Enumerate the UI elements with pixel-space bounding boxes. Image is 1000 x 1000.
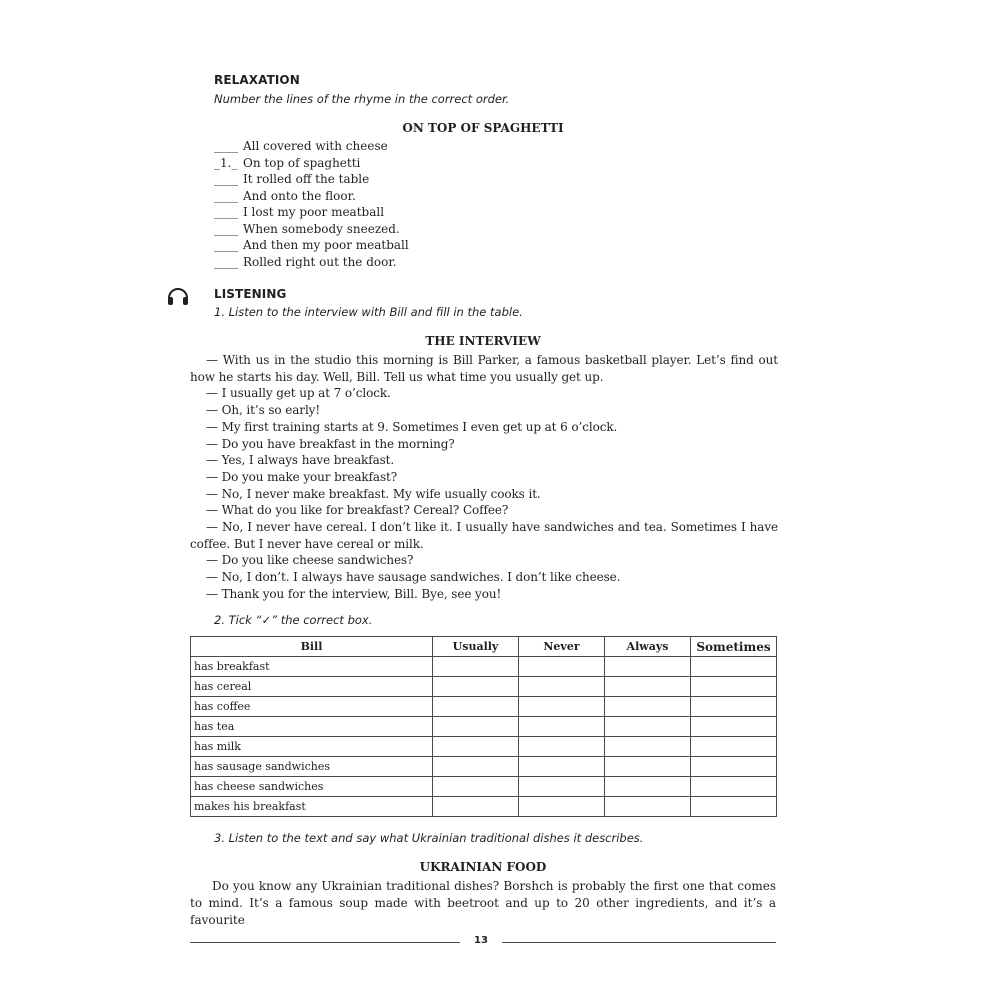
row-label: has sausage sandwiches: [191, 757, 433, 777]
dialogue-line: — Oh, it’s so early!: [206, 403, 321, 418]
column-header-bill: Bill: [191, 637, 433, 657]
table-row: [191, 797, 777, 817]
footer-rule-left: [190, 942, 460, 943]
table-row: [191, 777, 777, 797]
page-number: 13: [474, 935, 488, 946]
rhyme-line: [214, 155, 409, 172]
column-header-sometimes: Sometimes: [691, 637, 777, 657]
rhyme-line: [214, 188, 409, 205]
row-label: has coffee: [191, 697, 433, 717]
dialogue-line: — Yes, I always have breakfast.: [206, 453, 395, 468]
table-row: [191, 757, 777, 777]
rhyme-line: [214, 171, 409, 188]
tick-cell[interactable]: [433, 677, 519, 697]
tick-cell[interactable]: [433, 717, 519, 737]
column-header-never: Never: [519, 637, 605, 657]
row-label: has cereal: [191, 677, 433, 697]
tick-cell[interactable]: [691, 697, 777, 717]
tick-cell[interactable]: [519, 697, 605, 717]
row-label: has cheese sandwiches: [191, 777, 433, 797]
tick-cell[interactable]: [519, 777, 605, 797]
tick-table: [190, 636, 777, 817]
rhyme-line: [214, 254, 409, 271]
rhyme-line: [214, 221, 409, 238]
relaxation-instruction: Number the lines of the rhyme in the correct order.: [214, 92, 510, 106]
tick-cell[interactable]: [433, 777, 519, 797]
rhyme-line-number[interactable]: ____: [214, 221, 238, 236]
row-label: has milk: [191, 737, 433, 757]
tick-cell[interactable]: [605, 677, 691, 697]
tick-cell[interactable]: [605, 777, 691, 797]
dialogue-line: — No, I never make breakfast. My wife usually cooks it.: [206, 486, 541, 501]
interview-text: [190, 352, 778, 603]
tick-cell[interactable]: [605, 657, 691, 677]
dialogue-line: — No, I never have cereal. I don’t like it. I usually have sandwiches and tea. Sometimes I have coffee. But I never have cereal or milk.: [190, 520, 778, 551]
column-header-usually: Usually: [433, 637, 519, 657]
rhyme-line-text: I lost my poor meatball: [243, 205, 385, 219]
dialogue-line: — Do you make your breakfast?: [206, 469, 398, 484]
row-label: has breakfast: [191, 657, 433, 677]
table-header-row: [191, 637, 777, 657]
food-title: UKRAINIAN FOOD: [419, 860, 547, 874]
relaxation-heading: RELAXATION: [214, 73, 300, 87]
tick-cell[interactable]: [519, 757, 605, 777]
interview-title: THE INTERVIEW: [425, 334, 541, 348]
tick-cell[interactable]: [433, 737, 519, 757]
rhyme-line-number[interactable]: ____: [214, 254, 238, 269]
tick-cell[interactable]: [691, 677, 777, 697]
tick-cell[interactable]: [519, 657, 605, 677]
tick-cell[interactable]: [691, 797, 777, 817]
rhyme-line: [214, 237, 409, 254]
footer-rule-right: [502, 942, 776, 943]
dialogue-line: — What do you like for breakfast? Cereal? Coffee?: [206, 503, 509, 518]
tick-cell[interactable]: [605, 797, 691, 817]
tick-cell[interactable]: [519, 717, 605, 737]
tick-cell[interactable]: [433, 757, 519, 777]
tick-cell[interactable]: [519, 737, 605, 757]
rhyme-line: [214, 138, 409, 155]
table-row: [191, 697, 777, 717]
row-label: makes his breakfast: [191, 797, 433, 817]
tick-cell[interactable]: [433, 797, 519, 817]
rhyme-line-text: It rolled off the table: [243, 172, 370, 186]
tick-cell[interactable]: [605, 697, 691, 717]
rhyme-line-number[interactable]: ____: [214, 172, 238, 186]
dialogue-line: — I usually get up at 7 o’clock.: [206, 386, 391, 401]
dialogue-line: — With us in the studio this morning is Bill Parker, a famous basketball player. Let’s find out how he starts his day. Well, Bill. Tell us what time you usually get up.: [190, 353, 778, 384]
tick-cell[interactable]: [519, 797, 605, 817]
listening-instruction-1: 1. Listen to the interview with Bill and fill in the table.: [214, 305, 523, 319]
headphones-icon: [165, 283, 191, 313]
tick-cell[interactable]: [433, 657, 519, 677]
tick-cell[interactable]: [691, 737, 777, 757]
tick-cell[interactable]: [433, 697, 519, 717]
tick-cell[interactable]: [691, 657, 777, 677]
listening-heading: LISTENING: [214, 287, 287, 301]
row-label: has tea: [191, 717, 433, 737]
listening-instruction-3: 3. Listen to the text and say what Ukrainian traditional dishes it describes.: [214, 831, 644, 845]
rhyme-line-text: Rolled right out the door.: [243, 254, 397, 269]
rhyme-line: [214, 204, 409, 221]
rhyme-title: ON TOP OF SPAGHETTI: [402, 121, 564, 135]
rhyme-line-number[interactable]: ____: [214, 238, 238, 252]
food-paragraph: Do you know any Ukrainian traditional dishes? Borshch is probably the first one that comes to mind. It’s a famous soup made with beetroot and up to 20 other ingredients, and it’s a favourite: [190, 879, 776, 927]
tick-cell[interactable]: [605, 757, 691, 777]
tick-cell[interactable]: [691, 717, 777, 737]
dialogue-line: — No, I don’t. I always have sausage sandwiches. I don’t like cheese.: [206, 570, 621, 585]
table-row: [191, 737, 777, 757]
tick-cell[interactable]: [691, 777, 777, 797]
rhyme-line-text: And then my poor meatball: [243, 238, 409, 252]
table-row: [191, 677, 777, 697]
rhyme-line-number[interactable]: _1._: [214, 155, 238, 170]
listening-instruction-2: 2. Tick “✓” the correct box.: [214, 613, 373, 627]
rhyme-lines: [214, 138, 409, 270]
rhyme-line-text: When somebody sneezed.: [243, 221, 400, 236]
tick-cell[interactable]: [605, 717, 691, 737]
dialogue-line: — Do you have breakfast in the morning?: [206, 436, 455, 451]
dialogue-line: — Do you like cheese sandwiches?: [206, 553, 414, 568]
column-header-always: Always: [605, 637, 691, 657]
rhyme-line-text: All covered with cheese: [243, 139, 388, 153]
rhyme-line-text: And onto the floor.: [243, 188, 356, 203]
rhyme-line-number[interactable]: ____: [214, 139, 238, 153]
rhyme-line-text: On top of spaghetti: [243, 155, 361, 170]
tick-cell[interactable]: [605, 737, 691, 757]
tick-cell[interactable]: [519, 677, 605, 697]
dialogue-line: — Thank you for the interview, Bill. Bye, see you!: [206, 586, 502, 601]
table-row: [191, 657, 777, 677]
rhyme-line-number[interactable]: ____: [214, 188, 238, 203]
rhyme-line-number[interactable]: ____: [214, 205, 238, 219]
table-row: [191, 717, 777, 737]
tick-cell[interactable]: [691, 757, 777, 777]
dialogue-line: — My first training starts at 9. Sometimes I even get up at 6 o’clock.: [206, 419, 618, 434]
